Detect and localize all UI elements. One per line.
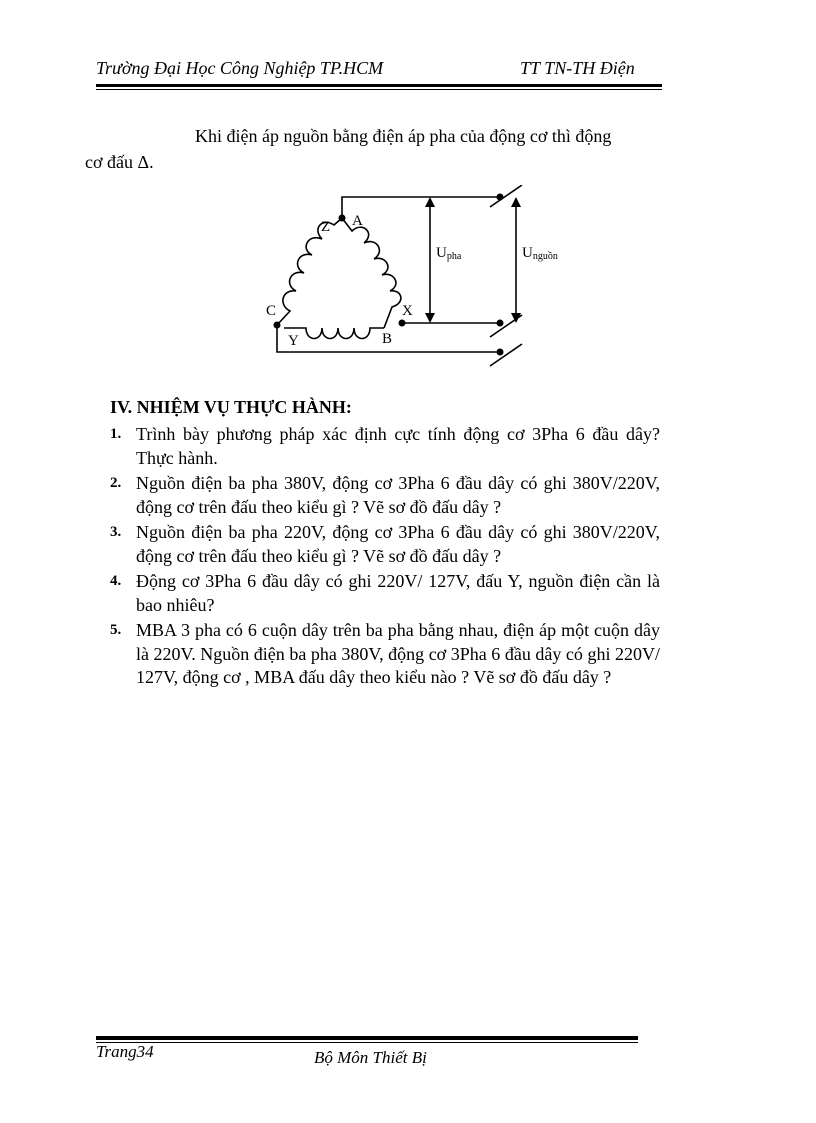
task-number: 5.: [110, 622, 122, 638]
footer-rule: [96, 1036, 638, 1040]
label-c: C: [266, 303, 277, 319]
label-y: Y: [288, 333, 299, 349]
list-item: [110, 423, 660, 470]
list-item: [110, 521, 660, 568]
node-c: [274, 322, 281, 329]
header-rule-thin: [96, 89, 662, 90]
task-number: 3.: [110, 524, 122, 540]
list-item: [110, 619, 660, 690]
intro-line-1: Khi điện áp nguồn bằng điện áp pha của động cơ thì động: [195, 126, 612, 146]
node-a: [339, 215, 346, 222]
label-u-pha: Upha: [436, 245, 462, 262]
node-x: [399, 320, 406, 327]
coil-right: [342, 218, 401, 328]
task-number: 2.: [110, 475, 122, 491]
coil-bottom: [284, 328, 384, 339]
intro-paragraph: [85, 123, 661, 175]
footer-department: Bộ Môn Thiết Bị: [314, 1048, 427, 1067]
header-school-name: Trường Đại Học Công Nghiệp TP.HCM: [96, 58, 384, 78]
task-list: [110, 423, 660, 692]
label-u-nguon: Unguồn: [522, 245, 558, 262]
coil-left: [277, 218, 342, 325]
task-number: 4.: [110, 573, 122, 589]
header-rule: [96, 84, 662, 87]
list-item: [110, 570, 660, 617]
task-text: Động cơ 3Pha 6 đầu dây có ghi 220V/ 127V, đấu Y, nguồn điện cần là bao nhiêu?: [136, 571, 660, 615]
footer-rule-thin: [96, 1042, 638, 1043]
label-a: A: [352, 213, 363, 229]
label-z: Z: [321, 219, 331, 235]
header-department: TT TN-TH Điện: [520, 58, 635, 78]
delta-connection-diagram: [260, 185, 580, 375]
intro-line-2: cơ đấu Δ.: [85, 152, 154, 172]
task-number: 1.: [110, 426, 122, 442]
section-title: IV. NHIỆM VỤ THỰC HÀNH:: [110, 397, 352, 417]
task-text: Nguồn điện ba pha 220V, động cơ 3Pha 6 đầu dây có ghi 380V/220V, động cơ trên đấu theo kiểu gì ? Vẽ sơ đồ đấu dây ?: [136, 522, 660, 566]
task-text: Nguồn điện ba pha 380V, động cơ 3Pha 6 đầu dây có ghi 380V/220V, động cơ trên đấu theo kiểu gì ? Vẽ sơ đồ đấu dây ?: [136, 473, 660, 517]
label-x: X: [402, 303, 413, 319]
task-text: MBA 3 pha có 6 cuộn dây trên ba pha bằng nhau, điện áp một cuộn dây là 220V. Nguồn điện ba pha 380V, động cơ 3Pha 6 đầu dây có ghi 220V/ 127V, động cơ , MBA đấu dây theo kiểu nào ? Vẽ sơ đồ đấu dây ?: [136, 620, 660, 687]
wire-top: [342, 197, 500, 218]
list-item: [110, 472, 660, 519]
label-b: B: [382, 331, 393, 347]
page-number: Trang34: [96, 1042, 154, 1061]
task-text: Trình bày phương pháp xác định cực tính động cơ 3Pha 6 đầu dây? Thực hành.: [136, 424, 660, 468]
